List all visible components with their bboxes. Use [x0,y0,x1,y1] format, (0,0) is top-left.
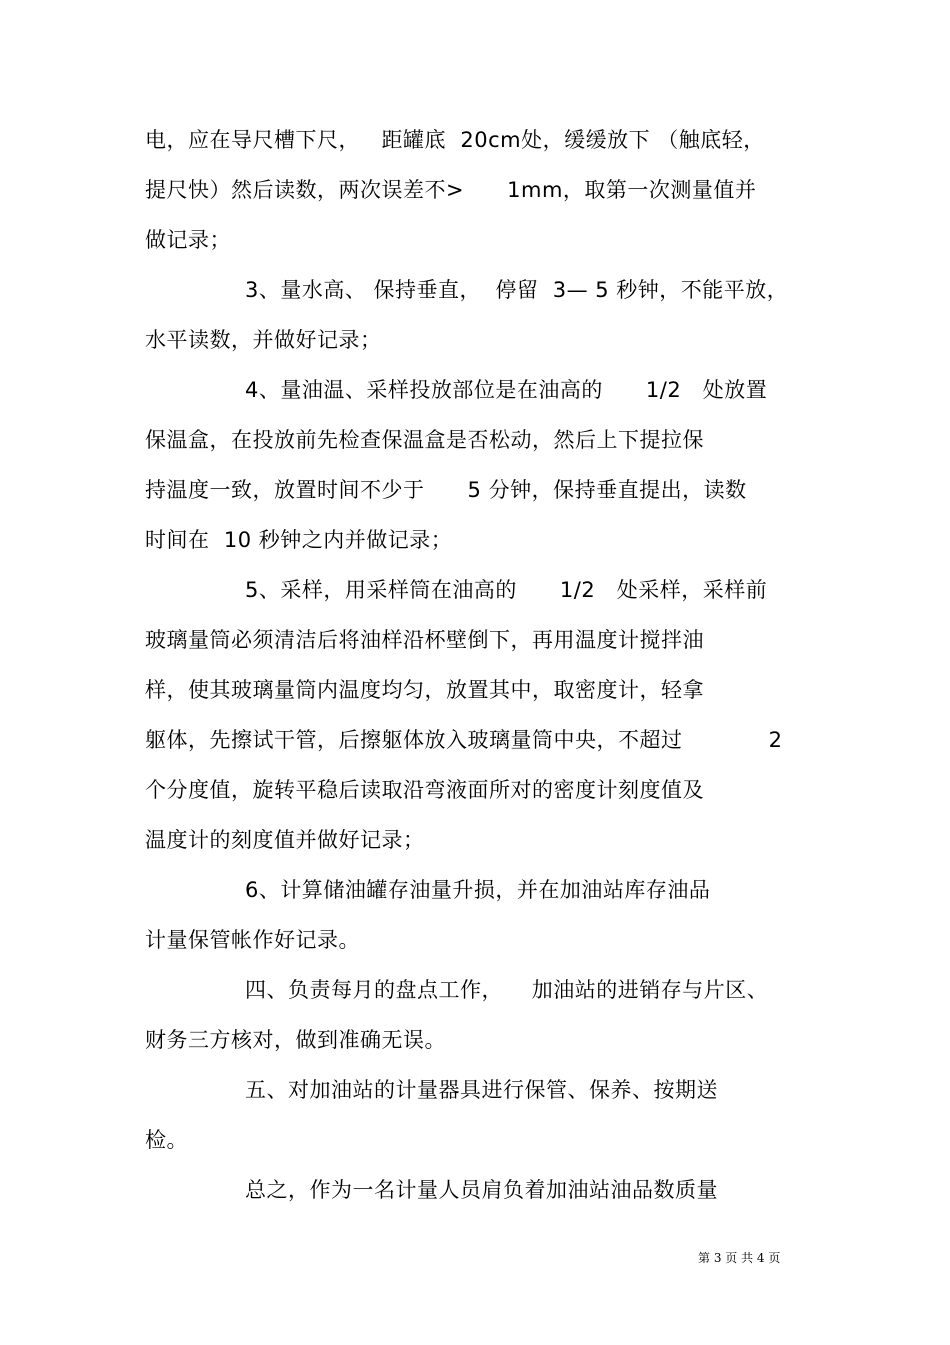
body-line-7: 保温盒，在投放前先检查保温盒是否松动，然后上下提拉保 [145,428,704,452]
body-line-19: 财务三方核对，做到准确无误。 [145,1028,446,1052]
body-line-14: 个分度值，旋转平稳后读取沿弯液面所对的密度计刻度值及 [145,778,704,802]
body-line-18: 四、负责每月的盘点工作， 加油站的进销存与片区、 [245,978,769,1002]
body-line-10: 5、采样，用采样筒在油高的 1/2 处采样，采样前 [245,578,768,602]
body-line-8: 持温度一致，放置时间不少于 5 分钟，保持垂直提出，读数 [145,478,747,502]
body-line-21: 检。 [145,1128,188,1152]
body-line-1: 电，应在导尺槽下尺， 距罐底 20cm处，缓缓放下 （触底轻， [145,128,765,152]
body-line-9: 时间在 10 秒钟之内并做记录； [145,528,453,552]
page-number-footer: 第 3 页 共 4 页 [698,1251,781,1265]
body-line-3: 做记录； [145,228,231,252]
body-line-5: 水平读数，并做好记录； [145,328,382,352]
body-line-15: 温度计的刻度值并做好记录； [145,828,425,852]
body-line-17: 计量保管帐作好记录。 [145,928,360,952]
body-line-6: 4、量油温、采样投放部位是在油高的 1/2 处放置 [245,378,768,402]
body-line-11: 玻璃量筒必须清洁后将油样沿杯壁倒下，再用温度计搅拌油 [145,628,704,652]
body-line-20: 五、对加油站的计量器具进行保管、保养、按期送 [245,1078,718,1102]
body-line-12: 样，使其玻璃量筒内温度均匀，放置其中，取密度计，轻拿 [145,678,704,702]
body-line-13: 躯体，先擦试干管，后擦躯体放入玻璃量筒中央，不超过 2 [145,728,783,752]
body-line-16: 6、计算储油罐存油量升损，并在加油站库存油品 [245,878,711,902]
body-line-22: 总之，作为一名计量人员肩负着加油站油品数质量 [245,1178,718,1202]
body-line-2: 提尺快）然后读数，两次误差不> 1mm，取第一次测量值并 [145,178,757,202]
body-line-4: 3、量水高、 保持垂直， 停留 3— 5 秒钟，不能平放， [245,278,789,302]
